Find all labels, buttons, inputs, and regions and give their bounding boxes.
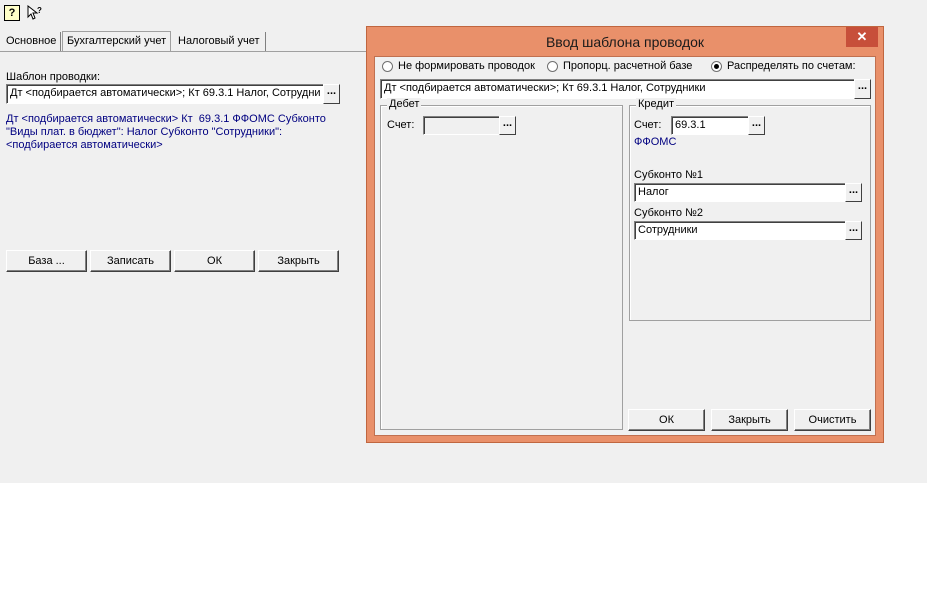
tab-separator (265, 32, 266, 51)
radio-proportional[interactable] (547, 61, 558, 72)
ok-button[interactable]: ОК (174, 250, 255, 272)
subconto2-label: Субконто №2 (634, 207, 704, 219)
radio-no-entries-label[interactable]: Не формировать проводок (398, 60, 535, 72)
template-dialog (366, 26, 884, 443)
tab-accounting[interactable]: Бухгалтерский учет (62, 31, 171, 51)
dialog-template-field[interactable]: Дт <подбирается автоматически>; Кт 69.3.1 Налог, Сотрудники (380, 79, 855, 99)
credit-group (629, 98, 871, 321)
close-button[interactable]: Закрыть (258, 250, 339, 272)
help-icon[interactable]: ? (4, 5, 20, 21)
dialog-client (374, 56, 876, 436)
close-icon[interactable]: ✕ (846, 27, 878, 47)
debit-account-label: Счет: (387, 119, 415, 131)
credit-title: Кредит (638, 98, 675, 110)
cursor-help-icon[interactable] (27, 5, 43, 21)
save-button[interactable]: Записать (90, 250, 171, 272)
credit-account-select-button[interactable]: ... (748, 116, 765, 135)
template-label: Шаблон проводки: (6, 71, 101, 83)
base-button[interactable]: База ... (6, 250, 87, 272)
dialog-ok-button[interactable]: ОК (628, 409, 705, 431)
svg-text:?: ? (37, 6, 42, 15)
debit-account-field[interactable] (423, 116, 500, 135)
template-select-button[interactable]: ... (323, 84, 340, 104)
radio-distribute[interactable] (711, 61, 722, 72)
radio-proportional-label[interactable]: Пропорц. расчетной базе (563, 60, 693, 72)
dialog-clear-button[interactable]: Очистить (794, 409, 871, 431)
dialog-title: Ввод шаблона проводок (545, 34, 705, 50)
credit-account-field[interactable]: 69.3.1 (671, 116, 749, 135)
debit-title: Дебет (389, 98, 420, 110)
debit-group (380, 98, 623, 430)
subconto2-select-button[interactable]: ... (845, 221, 862, 240)
debit-account-select-button[interactable]: ... (499, 116, 516, 135)
tab-main[interactable]: Основное (6, 35, 57, 47)
tab-tax[interactable]: Налоговый учет (178, 35, 260, 47)
template-field[interactable]: Дт <подбирается автоматически>; Кт 69.3.1 Налог, Сотрудни (6, 84, 324, 104)
subconto1-field[interactable]: Налог (634, 183, 846, 202)
radio-distribute-label[interactable]: Распределять по счетам: (727, 60, 856, 72)
credit-account-label: Счет: (634, 119, 662, 131)
subconto1-label: Субконто №1 (634, 169, 704, 181)
dialog-template-select-button[interactable]: ... (854, 79, 871, 99)
tabs-divider (0, 51, 366, 52)
dialog-close-button[interactable]: Закрыть (711, 409, 788, 431)
template-description: Дт <подбирается автоматически> Кт 69.3.1 ФФОМС Субконто "Виды плат. в бюджет": Налог Субконто "Сотрудники": <подбирается автоматически> (6, 113, 326, 151)
radio-no-entries[interactable] (382, 61, 393, 72)
subconto2-field[interactable]: Сотрудники (634, 221, 846, 240)
subconto1-select-button[interactable]: ... (845, 183, 862, 202)
credit-account-name: ФФОМС (634, 136, 677, 148)
tab-separator (60, 32, 61, 51)
